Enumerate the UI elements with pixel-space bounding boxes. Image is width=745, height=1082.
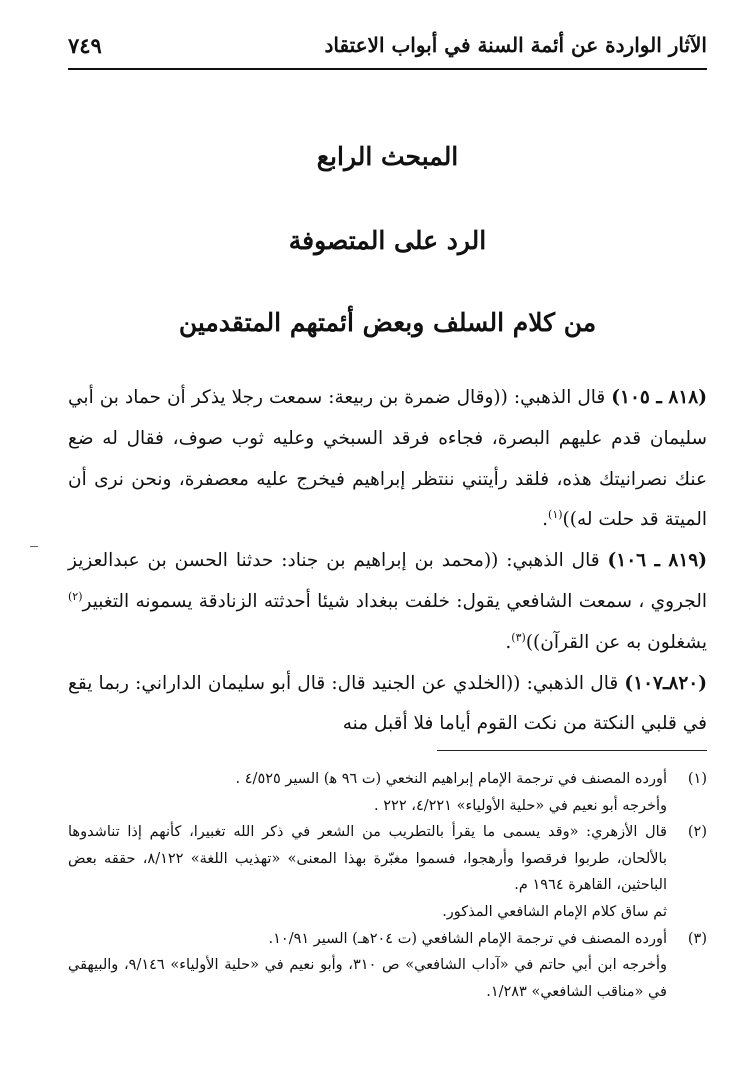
footnote-ref: (٢): [68, 589, 83, 603]
footnote-number: (١): [687, 771, 707, 787]
footnote-line: قال الأزهري: «وقد يسمى ما يقرأ بالتطريب من الشعر في ذكر الله تغبيرا، كأنهم إذا تناشدوها بالألحان، طربوا فرقصوا وأرهجوا، فسموا مغبّرة بهذا المعنى» «تهذيب اللغة» ٨/١٢٢، حققه بعض الباحثين، القاهرة ١٩٦٤ م.: [68, 824, 667, 894]
entry-text: قال الذهبي: ((وقال ضمرة بن ربيعة: سمعت رجلا يذكر أن حماد بن أبي سليمان قدم عليهم البصرة، فجاءه فرقد السبخي وعليه ثوب صوف، فقال له ضع عنك نصرانيتك هذه، فلقد رأيتني ننتظر إبراهيم فيخرج عليه معصفرة، ونحن نرى أن الميتة قد حلت له)): [68, 387, 707, 531]
entry-end: .: [542, 509, 549, 531]
footnote-line: أورده المصنف في ترجمة الإمام إبراهيم النخعي (ت ٩٦ ﻫ) السير ٤/٥٢٥ .: [235, 771, 667, 787]
footnote-body: [68, 926, 667, 1006]
footnote-line: أورده المصنف في ترجمة الإمام الشافعي (ت ٢٠٤هـ) السير ١٠/٩١.: [268, 930, 667, 947]
entry-number: (٨١٨ ـ ١٠٥): [611, 387, 707, 408]
entry-text: قال الذهبي: ((محمد بن إبراهيم بن جناد: حدثنا الحسن بن عبدالعزيز الجروي ، سمعت الشافعي يقول: خلفت ببغداد شيئا أحدثته الزنادقة يسمونه التغبير: [68, 550, 707, 612]
footnote-separator: [437, 750, 707, 751]
margin-mark: [30, 546, 38, 547]
footnote-line: وأخرجه ابن أبي حاتم في «آداب الشافعي» ص ٣١٠، وأبو نعيم في «حلية الأولياء» ٩/١٤٦، والبيهقي في «مناقب الشافعي» ١/٢٨٣.: [68, 957, 668, 1000]
footnote-body: [68, 766, 667, 819]
footnote-ref: (١): [548, 508, 563, 522]
header-title: الآثار الواردة عن أئمة السنة في أبواب الاعتقاد: [324, 33, 707, 57]
chapter-subtitle: من كلام السلف وبعض أئمتهم المتقدمين: [178, 308, 597, 337]
entry-820: [68, 664, 707, 746]
footnote-2: [68, 819, 707, 925]
footnote-line: وأخرجه أبو نعيم في «حلية الأولياء» ٤/٢٢١، ٢٢٢ .: [374, 797, 667, 814]
entry-number: (٨١٩ ـ ١٠٦): [607, 550, 707, 572]
section-heading: المبحث الرابع: [316, 142, 459, 171]
running-header: [68, 22, 707, 70]
entry-text: قال الذهبي: ((الخلدي عن الجنيد قال: قال أبو سليمان الداراني: ربما يقع في قلبي النكتة من نكت القوم أياما فلا أقبل منه: [68, 672, 707, 735]
entry-819: [68, 541, 707, 663]
footnote-number: (٣): [687, 930, 707, 947]
footnote-body: [68, 819, 667, 925]
entry-818: [68, 378, 707, 541]
footnotes: [68, 766, 707, 1005]
footnote-1: [68, 766, 707, 819]
entry-text-cont: يشغلون به عن القرآن)): [525, 631, 707, 653]
footnote-line: ثم ساق كلام الإمام الشافعي المذكور.: [442, 903, 667, 920]
page-number: ٧٤٩: [68, 32, 102, 58]
footnote-3: [68, 926, 707, 1006]
entry-end: .: [505, 631, 512, 653]
chapter-title: الرد على المتصوفة: [288, 226, 487, 255]
main-text: [68, 378, 707, 745]
footnote-ref: (٣): [511, 630, 526, 644]
footnote-number: (٢): [687, 824, 707, 841]
entry-number: (٨٢٠ـ١٠٧): [624, 672, 707, 694]
